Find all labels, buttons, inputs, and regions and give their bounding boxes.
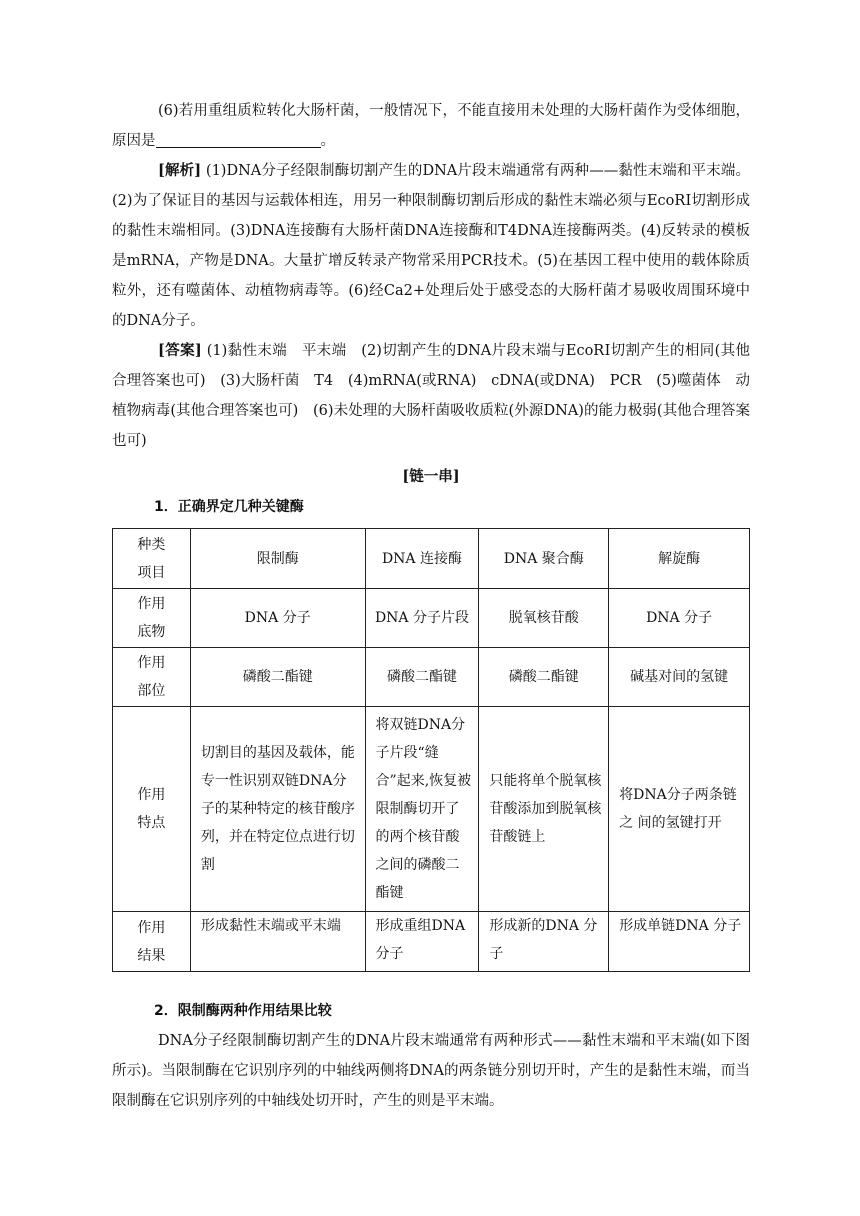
- column-header: DNA 聚合酶: [479, 529, 609, 589]
- section-2-title: 2．限制酶两种作用结果比较: [154, 1003, 332, 1019]
- table-cell: DNA 分子: [190, 589, 365, 648]
- table-row: [113, 589, 750, 648]
- column-header: DNA 连接酶: [365, 529, 479, 589]
- table-cell: DNA 分子片段: [365, 589, 479, 648]
- table-cell: 磷酸二酯键: [365, 648, 479, 707]
- document-page: [112, 96, 750, 1116]
- table-header-row: [113, 529, 750, 589]
- analysis-paragraph: [112, 156, 750, 336]
- table-row: [113, 707, 750, 912]
- answer-paragraph: [112, 336, 750, 456]
- table-cell: 脱氧核苷酸: [479, 589, 609, 648]
- table-cell: 磷酸二酯键: [479, 648, 609, 707]
- table-cell: 切割目的基因及载体，能专一性识别双链DNA分子的某种特定的核苷酸序列，并在特定位点进行切割: [190, 707, 365, 912]
- answer-label: [答案]: [158, 342, 202, 359]
- answer-blank: [156, 131, 321, 148]
- row-header: 作用 特点: [113, 707, 191, 912]
- column-header: 限制酶: [190, 529, 365, 589]
- enzyme-table: [112, 528, 750, 972]
- chain-title: [链一串]: [402, 468, 460, 485]
- table-cell: 形成黏性末端或平末端: [190, 912, 365, 972]
- table-cell: 将DNA分子两条链之 间的氢键打开: [609, 707, 750, 912]
- section-1-title: 1．正确界定几种关键酶: [154, 499, 304, 515]
- table-cell: 碱基对间的氢键: [609, 648, 750, 707]
- table-cell: 形成新的DNA 分子: [479, 912, 609, 972]
- table-cell: DNA 分子: [609, 589, 750, 648]
- section-2-paragraph: DNA分子经限制酶切割产生的DNA片段末端通常有两种形式——黏性末端和平末端(如下图所示)。当限制酶在它识别序列的中轴线两侧将DNA的两条链分别切开时，产生的是黏性末端，而当限制酶在它识别序列的中轴线处切开时，产生的则是平末端。: [112, 1033, 750, 1109]
- table-row: [113, 648, 750, 707]
- table-corner-cell: 种类 项目: [113, 529, 191, 589]
- table-cell: 将双链DNA分子片段“缝合”起来,恢复被限制酶切开了的两个核苷酸之间的磷酸二酯键: [365, 707, 479, 912]
- analysis-label: [解析]: [158, 162, 202, 179]
- analysis-text: (1)DNA分子经限制酶切割产生的DNA片段末端通常有两种——黏性末端和平末端。(2)为了保证目的基因与运载体相连，用另一种限制酶切割后形成的黏性末端必须与EcoRⅠ切割形成的黏性末端相同。(3)DNA连接酶有大肠杆菌DNA连接酶和T4DNA连接酶两类。(4)反转录的模板是mRNA，产物是DNA。大量扩增反转录产物常采用PCR技术。(5)在基因工程中使用的载体除质粒外，还有噬菌体、动植物病毒等。(6)经Ca2+处理后处于感受态的大肠杆菌才易吸收周围环境中的DNA分子。: [112, 163, 750, 329]
- table-cell: 形成重组DNA 分子: [365, 912, 479, 972]
- table-cell: 只能将单个脱氧核苷酸添加到脱氧核苷酸链上: [479, 707, 609, 912]
- row-header: 作用 结果: [113, 912, 191, 972]
- table-row: [113, 912, 750, 972]
- question-6: (6)若用重组质粒转化大肠杆菌，一般情况下，不能直接用未处理的大肠杆菌作为受体细胞，原因是 。: [112, 103, 750, 149]
- column-header: 解旋酶: [609, 529, 750, 589]
- row-header: 作用 部位: [113, 648, 191, 707]
- table-cell: 形成单链DNA 分子: [609, 912, 750, 972]
- table-cell: 磷酸二酯键: [190, 648, 365, 707]
- answer-text: (1)黏性末端 平末端 (2)切割产生的DNA片段末端与EcoRⅠ切割产生的相同(其他合理答案也可) (3)大肠杆菌 T4 (4)mRNA(或RNA) cDNA(或DNA) PCR (5)噬菌体 动植物病毒(其他合理答案也可) (6)未处理的大肠杆菌吸收质粒(外源DNA)的能力极弱(其他合理答案也可): [112, 343, 750, 449]
- row-header: 作用 底物: [113, 589, 191, 648]
